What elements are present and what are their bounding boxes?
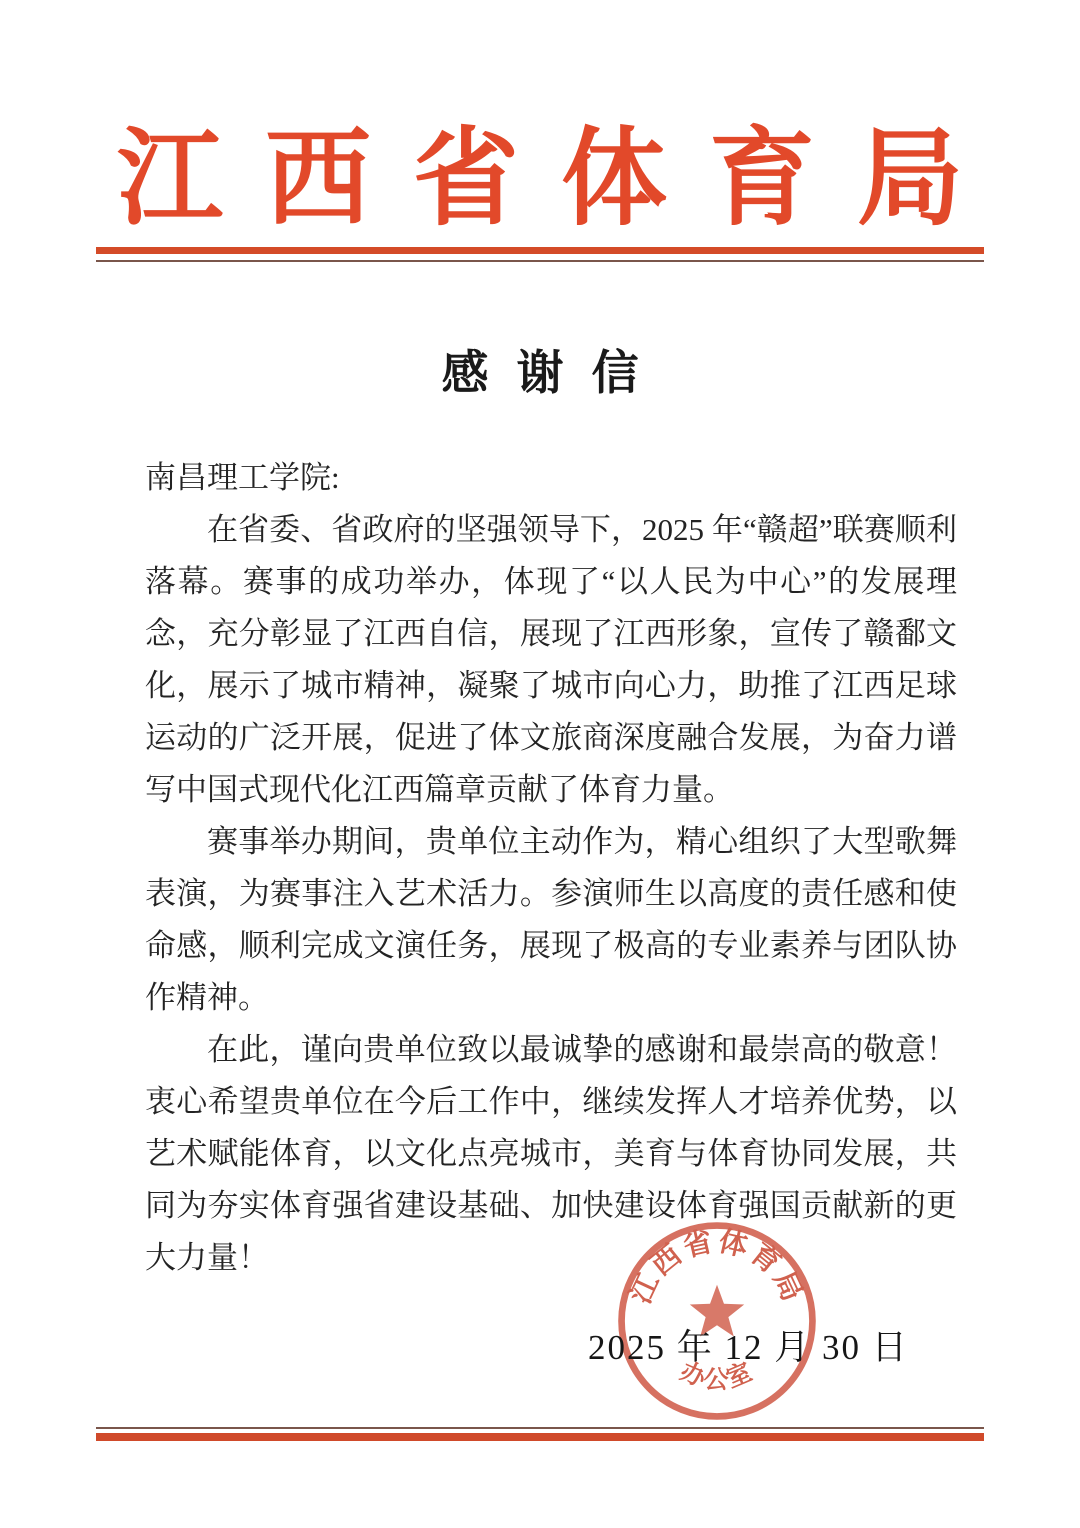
letter-body bbox=[145, 452, 957, 1284]
footer-rule-thick bbox=[96, 1433, 984, 1441]
paragraph-1: 在省委、省政府的坚强领导下，2025 年“赣超”联赛顺利落幕。赛事的成功举办，体现了“以人民为中心”的发展理念，充分彰显了江西自信，展现了江西形象，宣传了赣鄱文化，展示了城市精神，凝聚了城市向心力，助推了江西足球运动的广泛开展，促进了体文旅商深度融合发展，为奋力谱写中国式现代化江西篇章贡献了体育力量。 bbox=[145, 512, 957, 807]
paragraph-2: 赛事举办期间，贵单位主动作为，精心组织了大型歌舞表演，为赛事注入艺术活力。参演师生以高度的责任感和使命感，顺利完成文演任务，展现了极高的专业素养与团队协作精神。 bbox=[145, 824, 957, 1015]
paragraph-3: 在此，谨向贵单位致以最诚挚的感谢和最崇高的敬意！衷心希望贵单位在今后工作中，继续发挥人才培养优势，以艺术赋能体育，以文化点亮城市，美育与体育协同发展，共同为夯实体育强省建设基础、加快建设体育强国贡献新的更大力量！ bbox=[145, 1032, 957, 1275]
letterhead-agency-title: 江西省体育局 bbox=[117, 121, 1005, 238]
letter-date: 2025 年 12 月 30 日 bbox=[588, 1328, 909, 1367]
letterhead-rule-thick bbox=[96, 247, 984, 254]
letterhead-rule-thin bbox=[96, 260, 984, 262]
footer-rule-thin bbox=[96, 1427, 984, 1429]
letter-title: 感谢信 bbox=[441, 348, 667, 400]
seal-bottom-text: 办公室 bbox=[676, 1357, 758, 1394]
seal-top-text: 江西省体育局 bbox=[624, 1225, 810, 1309]
salutation: 南昌理工学院: bbox=[145, 460, 340, 495]
